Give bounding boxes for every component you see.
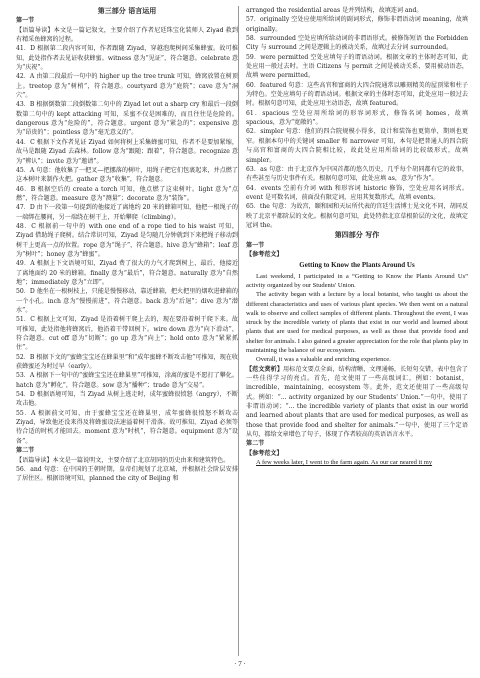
- answer-item: 45．A 句意：他收集了一把叉—把挪落的树叶，用绳子把它们包裹起来，并点燃了这本树叶来制作火把。gather 意为“收集”，符合题意。: [16, 166, 238, 184]
- analysis-text: 用标范文要点全面，结构清晰，文理通畅，长短句交错，表中包含了一些佳得学习的亮点。首先，范文使用了一些高级词汇，例如：botanist，incredible，maintaining，ecosystem 等。此外，范文还使用了一些高级句式。例如：“... activity organized by our Students' Union.”一句中，使用了非谓语动词；“... the incredible variety of plants that exist in our world and learned about plants that are used for medical purposes, as well as those that provide food and shelter for animals.”一句中，使用了三个定语从句，都给文章增色了句子，体现了作者较高的英语语言水平。: [246, 365, 469, 438]
- answer-item: 59．were permitted 空处应填句子的谓语动词。根据文章的主体时态可知，此处应用一般过去时。主语 Citizens 与 permit 之间是被动关系，要用被动语态，故填 were permitted。: [246, 53, 468, 80]
- model-essay-label: 【参考范文】: [246, 250, 283, 258]
- reading-guide-b: 【语篇导读】本文是一篇说明文，主要介绍了北京胡同的历史由来和建筑特色。: [16, 456, 230, 464]
- answer-item: 61．spacious 空处应用所给词的形容词形式，修饰名词 homes，故填 spacious，意为“宽敞的”。: [246, 109, 468, 127]
- answer-item: 48．C 根据前一句中的 with one end of a rope tied to his waist 可知，Ziyad 借助绳子爬树。结合常识可知，Ziyad 是匀随几分钟就到下来把绳子移动到树干上更高一点的位置。rope 意为“绳子”，符合题意。hive 意为“蜂箱”；leaf 意为“树叶”；honey 意为“蜂蜜”。: [16, 222, 238, 258]
- essay-paragraph: The activity began with a lecture by a local botanist, who taught us about the different characteristics and uses of various plant species. We then went on a natural walk to observe and collect samples of different plants. Throughout the event, I was struck by the incredible variety of plants that exist in our world and learned about plants that are used for medical purposes, as well as those that provide food and shelter for animals. I also gained a greater appreciation for the role that plants play in maintaining the balance of our ecosystem.: [246, 291, 468, 354]
- answer-item: 52．B 根据下文的“蜜蜂宝宝还在蜂巢里”和“成年蜜蜂不断攻击他”可推知，现在收获蜂蜜还为时过早（early）。: [16, 353, 238, 371]
- answer-item: 49．A 根据上下文语境可知，Ziyad 费了很大的力气才爬到树上，最后，他接近了离地面约 20 米的蜂箱。finally 意为“最后”，符合题意。naturally 意为“自然地”；immediately 意为“立即”。: [16, 260, 238, 286]
- column-divider: [238, 6, 239, 656]
- answer-item: 58．surrounded 空处应填所给动词的非谓语形式。被修饰短语 the Forbidden City 与 surround 之间是逻辑上的被动关系，故填过去分词 surrounded。: [246, 35, 468, 52]
- writing-section-two-heading: 第二节: [246, 440, 265, 448]
- answer-item: 51．C 根据上文可知，Ziyad 是沿着树干爬上去的，现在要沿着树干爬下来。故可推知，此处指他将蜂窝后，他沿着干带回树下。wire down 意为“向下滑动”，符合题意。cut off 意为“切断”；go up 意为“向上”；hold onto 意为“紧紧抓住”。: [16, 316, 238, 352]
- essay-paragraph: Last weekend, I participated in a “Getting to Know the Plants Around Us” activity organized by our Students' Union.: [246, 272, 468, 289]
- answer-item: 62．simpler 句意：他们的四合院规模小得多，设计和装饰也更简单，期则也更窄。根据本句中的关键词 smaller 和 narrower 可知，本句是把普通人的四合院与高官和富商的大四合院相比较，故此处应用所给词的比较级形式，故填 simpler。: [246, 128, 468, 164]
- analysis-label: 【范文赏析】: [246, 365, 284, 373]
- essay2-text: A few weeks later, I went to the farm again. As our car neared it my: [256, 459, 433, 467]
- answer-item: 55．A 根据前文可知，由于蜜蜂宝宝还在蜂巢里，成年蜜蜂很愤怒不断攻击 Ziyad，导致他还没来得及将蜂蜜设法速溢着树干滑落。故可推知，Ziyad 必须等待合适的时机才能回去。moment 意为“时机”，符合题意。equipment 意为“设备”。: [16, 409, 238, 445]
- part-three-title: 第三部分 语言运用: [97, 6, 157, 15]
- answer-item: 46．B 根据空后的 create a torch 可知，他点燃了这束树叶。light 意为“点燃”，符合题意。measure 意为“测量”；decorate 意为“装饰”。: [16, 185, 238, 202]
- answer-item: 41．D 根据第二段内容可知，作者跟随 Ziyad，穿越泡爬树间采集蜂蜜。故可推知，此处指作者去见证收获蜂蜜。witness 意为“见证”，符合题意。celebrate 意为“庆祝”。: [16, 45, 238, 72]
- answer-item: 43．B 根据倒数第二段倒数第二句中的 Ziyad let out a sharp cry 和最后一段倒数第二句中的 kept attacking 可知，采蜜不仅是困难的，而且往往是危险的。dangerous 意为“危险的”，符合题意。urgent 意为“紧急的”；expensive 意为“昂贵的”；pointless 意为“毫无意义的”。: [16, 101, 238, 137]
- left-column: [16, 6, 238, 484]
- answer-item: 44．C 根据下文作者见证 Ziyad 如何将树上采集蜂蜜可知，作者不是要加紧缩，故马是跟随 Ziyad 去森林。follow 意为“跟随；跟着”，符合题意。recognize 意为“辨认”；invite 意为“邀请”。: [16, 138, 238, 165]
- essay2-first-line: [246, 458, 468, 467]
- answer-item: 60．featured 句意：这些高官和富商的大四合院通常以雕刻精美的屋顶梁和柱子为特色。空处应填句子的谓语动词。根据文章的主体时态可知，此处应用一般过去时。根据句意可知，此处应用主动语态，故填 featured。: [246, 81, 468, 108]
- answer-item: 64．events 空前有介词 with 和形容词 historic 修饰，空处应用名词形式。event 是可数名词，前面没有限定词，应用其复数形式，故填 events。: [246, 184, 468, 201]
- answer-item: 47．D 由下一段第一句提到的他接近了离地约 20 米的蜂箱可知，他把一根绳子的一端绑在腰间，另一端绕在树干上，开始攀爬（climbing）。: [16, 204, 238, 221]
- answer-item: 54．D 根据语境可知，当 Ziyad 从树上逃走时，成年蜜蜂很愤怒（angry），不断攻击他。: [16, 391, 238, 408]
- answer-item: 53．A 根据下一句中的“蜜蜂宝宝还在蜂巢里”可推知，涂离的蜜是不愿打了攀化。hatch 意为“孵化”，符合题意。sow 意为“播种”；trade 意为“交易”。: [16, 372, 238, 389]
- essay-title: Getting to Know the Plants Around Us: [299, 261, 415, 270]
- essay-paragraph: Overall, it was a valuable and enriching experience.: [256, 356, 391, 364]
- section-one-heading: 第一节: [16, 17, 35, 25]
- section-two-heading: 第二节: [16, 447, 35, 455]
- model-essay-label-2: 【参考范文】: [246, 449, 283, 457]
- page-number: · 7 ·: [234, 660, 246, 668]
- answer-item: 65．the 句意：为故宫，颐和园和天坛所代表的宫廷生活博士见文化不同，胡同反映了北京平都阶层的文化。根据句意可知，此处特指北京草根阶层的文化，故填定冠词 the。: [246, 203, 468, 229]
- reading-guide-a: 【语篇导读】本文是一篇记叙文，主要介绍了作者尼廷珠宝化装师人 Ziyad 救到有精采鱼蜂窝的过程。: [16, 26, 238, 44]
- right-column: [246, 6, 468, 467]
- writing-section-one-heading: 第一节: [246, 241, 265, 249]
- answer-item: 56．and 句意：在中国的王朝时期，皇帝们规划了北京城，并根据社会阶层安排了居住区。根据语境可知，planned the city of Beijing 和: [16, 465, 238, 483]
- answer-item: 63．as 句意：由于北京作为中国首都的悠久历史，几乎每个胡同都有它的故事，有些甚至与历史事件有关。根据句意可知，此处应填 as，意为“作为”。: [246, 165, 468, 183]
- answer-item: arranged the residential areas 是并列结构，故填连词 and。: [246, 7, 423, 14]
- answer-item: 42．A 由第二段最后一句中的 higher up the tree trunk 可知，蜂窝放置在树顶上。treetop 意为“树梢”，符合题意。courtyard 意为“庭院”；cave 意为“洞穴”。: [16, 73, 238, 100]
- answer-item: 50．D 他坐在一根树枝上，只能是慢慢移动，靠近蜂箱，把火把里的烟吹进蜂箱的一个小孔。inch 意为“慢慢前进”，符合题意。back 意为“后退”；dive 意为“潜水”。: [16, 288, 238, 314]
- part-four-title: 第四部分 写作: [334, 230, 380, 240]
- answer-item: 57．originally 空处应使用所给词的副词形式，修饰非谓语动词 meaning，故填 originally。: [246, 16, 468, 33]
- essay-analysis: [246, 365, 468, 440]
